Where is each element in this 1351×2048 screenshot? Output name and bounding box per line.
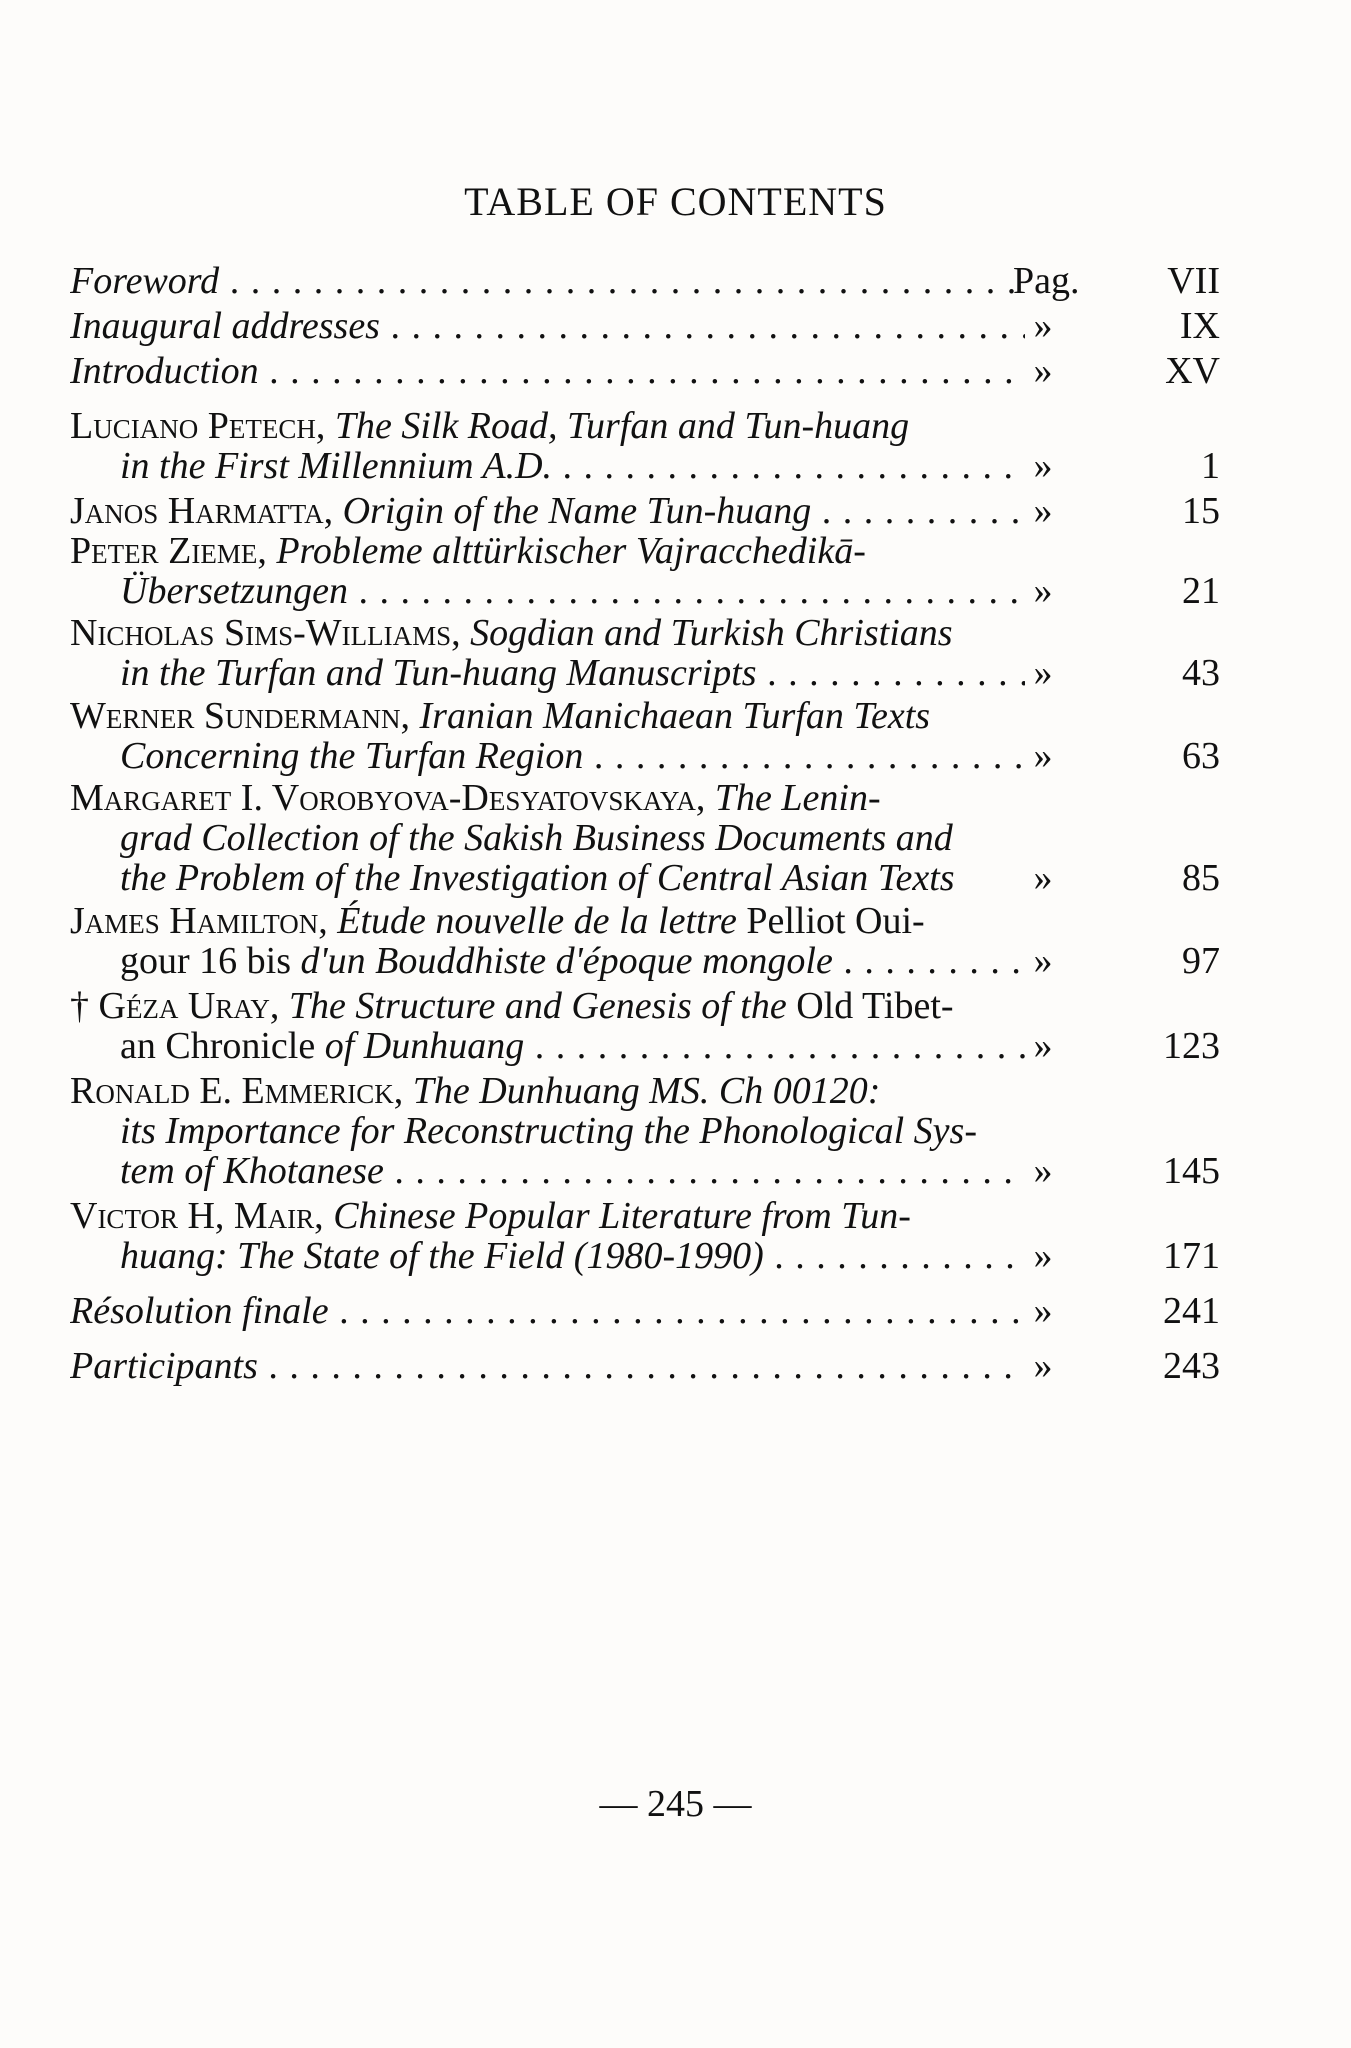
entry-title-line2: Übersetzungen	[120, 570, 348, 612]
toc-entry-resolution	[70, 1285, 1220, 1337]
entry-title-line1: The Dunhuang MS. Ch 00120:	[412, 1070, 881, 1112]
page-number: IX	[1179, 305, 1220, 347]
page-number: 241	[1163, 1290, 1220, 1332]
ditto-mark: »	[1033, 1235, 1053, 1277]
entry-title: Inaugural addresses	[70, 305, 380, 347]
entry-title-line2: its Importance for Reconstructing the Phonological Sys-	[120, 1110, 977, 1152]
entry-title-line2-italic: d'un Bouddhiste d'époque mongole	[300, 940, 833, 982]
ditto-mark: »	[1033, 570, 1053, 612]
ditto-mark: »	[1033, 1345, 1053, 1387]
entry-author: Margaret I. Vorobyova-Desyatovskaya,	[70, 777, 706, 819]
entry-title-line1-roman: Old Tibet-	[796, 985, 954, 1027]
page-number: VII	[1167, 260, 1220, 302]
page-number: 1	[1201, 445, 1220, 487]
page-number: 145	[1163, 1150, 1220, 1192]
page-number: 85	[1182, 857, 1220, 899]
page-number: 15	[1182, 490, 1220, 532]
entry-title-line2: grad Collection of the Sakish Business Documents and	[120, 817, 953, 859]
entry-title-line1: Sogdian and Turkish Christians	[470, 612, 953, 654]
ditto-mark: »	[1033, 350, 1053, 392]
entry-title-line1: Probleme alttürkischer Vajracchedikā-	[276, 530, 866, 572]
entry-title-line1-italic: The Structure and Genesis of the	[288, 985, 787, 1027]
entry-title-line1: Chinese Popular Literature from Tun-	[333, 1195, 911, 1237]
entry-title: Foreword	[70, 260, 220, 302]
ditto-mark: »	[1033, 490, 1053, 532]
entry-author: Werner Sundermann,	[70, 695, 411, 737]
entry-title: Origin of the Name Tun-huang	[342, 490, 812, 532]
toc-entry-mair-cont	[120, 1230, 1220, 1282]
ditto-mark: »	[1033, 1025, 1053, 1067]
ditto-mark: »	[1033, 652, 1053, 694]
page-number: 243	[1163, 1345, 1220, 1387]
entry-title-line1-roman: Pelliot Oui-	[746, 900, 925, 942]
entry-title-line3: tem of Khotanese	[120, 1150, 384, 1192]
page-number: XV	[1165, 350, 1220, 392]
entry-title-line2: Concerning the Turfan Region	[120, 735, 584, 777]
page-footer-number: — 245 —	[599, 1783, 752, 1825]
entry-title: Participants	[70, 1345, 258, 1387]
entry-author: Victor H, Mair,	[70, 1195, 324, 1237]
entry-author: James Hamilton,	[70, 900, 328, 942]
ditto-mark: »	[1033, 940, 1053, 982]
pag-label: Pag.	[1013, 260, 1080, 302]
entry-author: Nicholas Sims-Williams,	[70, 612, 461, 654]
entry-title-line1: Iranian Manichaean Turfan Texts	[419, 695, 931, 737]
ditto-mark: »	[1033, 1290, 1053, 1332]
page-number: 171	[1163, 1235, 1220, 1277]
entry-title-line2-roman: gour 16 bis	[120, 940, 291, 982]
entry-title-line1: The Silk Road, Turfan and Tun-huang	[334, 405, 910, 447]
toc-entry-introduction	[70, 345, 1220, 397]
ditto-mark: »	[1033, 1150, 1053, 1192]
entry-author: Janos Harmatta,	[70, 490, 334, 532]
entry-title-line2: in the Turfan and Tun-huang Manuscripts	[120, 652, 757, 694]
dagger-mark: †	[70, 985, 89, 1027]
entry-title-line2-roman: an Chronicle	[120, 1025, 316, 1067]
page-number: 123	[1163, 1025, 1220, 1067]
entry-title: Résolution finale	[70, 1290, 329, 1332]
ditto-mark: »	[1033, 445, 1053, 487]
entry-title-line1: The Lenin-	[714, 777, 881, 819]
entry-title-line1-italic: Étude nouvelle de la lettre	[337, 900, 737, 942]
entry-title-line2-italic: of Dunhuang	[324, 1025, 525, 1067]
entry-author: Luciano Petech,	[70, 405, 326, 447]
page-number: 43	[1182, 652, 1220, 694]
page-number: 63	[1182, 735, 1220, 777]
page-number: 97	[1182, 940, 1220, 982]
entry-title: Introduction	[70, 350, 259, 392]
entry-author: Géza Uray,	[98, 985, 280, 1027]
ditto-mark: »	[1033, 735, 1053, 777]
ditto-mark: »	[1033, 305, 1053, 347]
entry-author: Peter Zieme,	[70, 530, 267, 572]
entry-title-line3: the Problem of the Investigation of Central Asian Texts	[120, 857, 955, 899]
entry-author: Ronald E. Emmerick,	[70, 1070, 404, 1112]
entry-title-line2: huang: The State of the Field (1980-1990)	[120, 1235, 764, 1277]
ditto-mark: »	[1033, 857, 1053, 899]
page-title: TABLE OF CONTENTS	[464, 179, 887, 224]
entry-title-line2: in the First Millennium A.D.	[120, 445, 553, 487]
page-number: 21	[1182, 570, 1220, 612]
toc-entry-participants	[70, 1340, 1220, 1392]
